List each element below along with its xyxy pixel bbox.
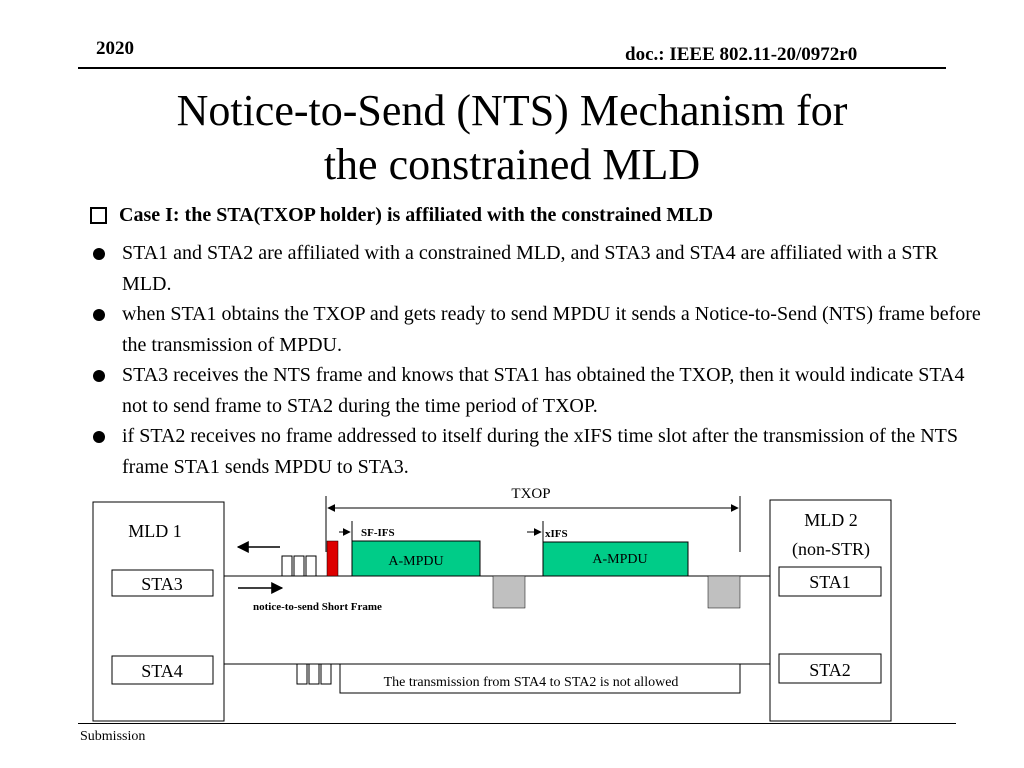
mld2-box (770, 500, 891, 721)
bullet-dot-icon (93, 248, 105, 260)
sta3-label: STA3 (141, 574, 183, 594)
ampdu-1-label: A-MPDU (388, 554, 444, 569)
xifs-label: xIFS (545, 528, 568, 540)
queue-frame (297, 664, 307, 684)
footer-submission: Submission (80, 729, 146, 744)
sta1-label: STA1 (809, 572, 851, 592)
mld2-title-line-1: MLD 2 (804, 510, 858, 530)
bullet-text: when STA1 obtains the TXOP and gets ready to send MPDU it sends a Notice-to-Send (NTS) frame before the transmission of MPDU. (122, 303, 981, 356)
bullet-dot-icon (93, 309, 105, 321)
slide-title-line-2: the constrained MLD (323, 140, 701, 189)
bullet-item (90, 421, 990, 482)
bullet-item (90, 360, 990, 421)
bullet-text: STA1 and STA2 are affiliated with a constrained MLD, and STA3 and STA4 are affiliated with a STR MLD. (122, 242, 938, 295)
checkbox-bullet-icon (90, 207, 107, 224)
nts-timing-diagram (0, 480, 1024, 725)
header-year: 2020 (96, 38, 134, 59)
case-heading-text: Case I: the STA(TXOP holder) is affiliated with the constrained MLD (119, 204, 714, 226)
sf-ifs-label: SF-IFS (361, 527, 395, 539)
bullet-dot-icon (93, 431, 105, 443)
ack-frame-2 (708, 576, 740, 608)
sta4-label: STA4 (141, 661, 183, 681)
queue-frame (282, 556, 292, 576)
queue-frame (321, 664, 331, 684)
frame-queue-lower (297, 664, 331, 684)
mld1-title: MLD 1 (128, 521, 182, 541)
case-heading (90, 204, 713, 227)
header-divider (78, 67, 946, 69)
queue-frame (294, 556, 304, 576)
bullet-list (90, 238, 990, 482)
bullet-text: if STA2 receives no frame addressed to itself during the xIFS time slot after the transmission of the NTS frame STA1 sends MPDU to STA3. (122, 425, 958, 478)
txop-label: TXOP (511, 486, 551, 502)
nts-frame (327, 541, 338, 576)
sta2-label: STA2 (809, 660, 851, 680)
blocked-transmission-label: The transmission from STA4 to STA2 is not allowed (383, 675, 679, 690)
footer-divider (78, 723, 956, 724)
header-doc-id: doc.: IEEE 802.11-20/0972r0 (625, 44, 858, 65)
ack-frame-1 (493, 576, 525, 608)
bullet-item (90, 299, 990, 360)
bullet-item (90, 238, 990, 299)
ampdu-2-label: A-MPDU (592, 552, 648, 567)
mld2-title-line-2: (non-STR) (792, 539, 870, 559)
bullet-text: STA3 receives the NTS frame and knows that STA1 has obtained the TXOP, then it would indicate STA4 not to send frame to STA2 during the time period of TXOP. (122, 364, 965, 417)
frame-queue-upper (282, 556, 316, 576)
nts-short-frame-label: notice-to-send Short Frame (253, 601, 382, 613)
queue-frame (306, 556, 316, 576)
queue-frame (309, 664, 319, 684)
slide-title (0, 84, 1024, 192)
bullet-dot-icon (93, 370, 105, 382)
slide-title-line-1: Notice-to-Send (NTS) Mechanism for (176, 86, 848, 135)
